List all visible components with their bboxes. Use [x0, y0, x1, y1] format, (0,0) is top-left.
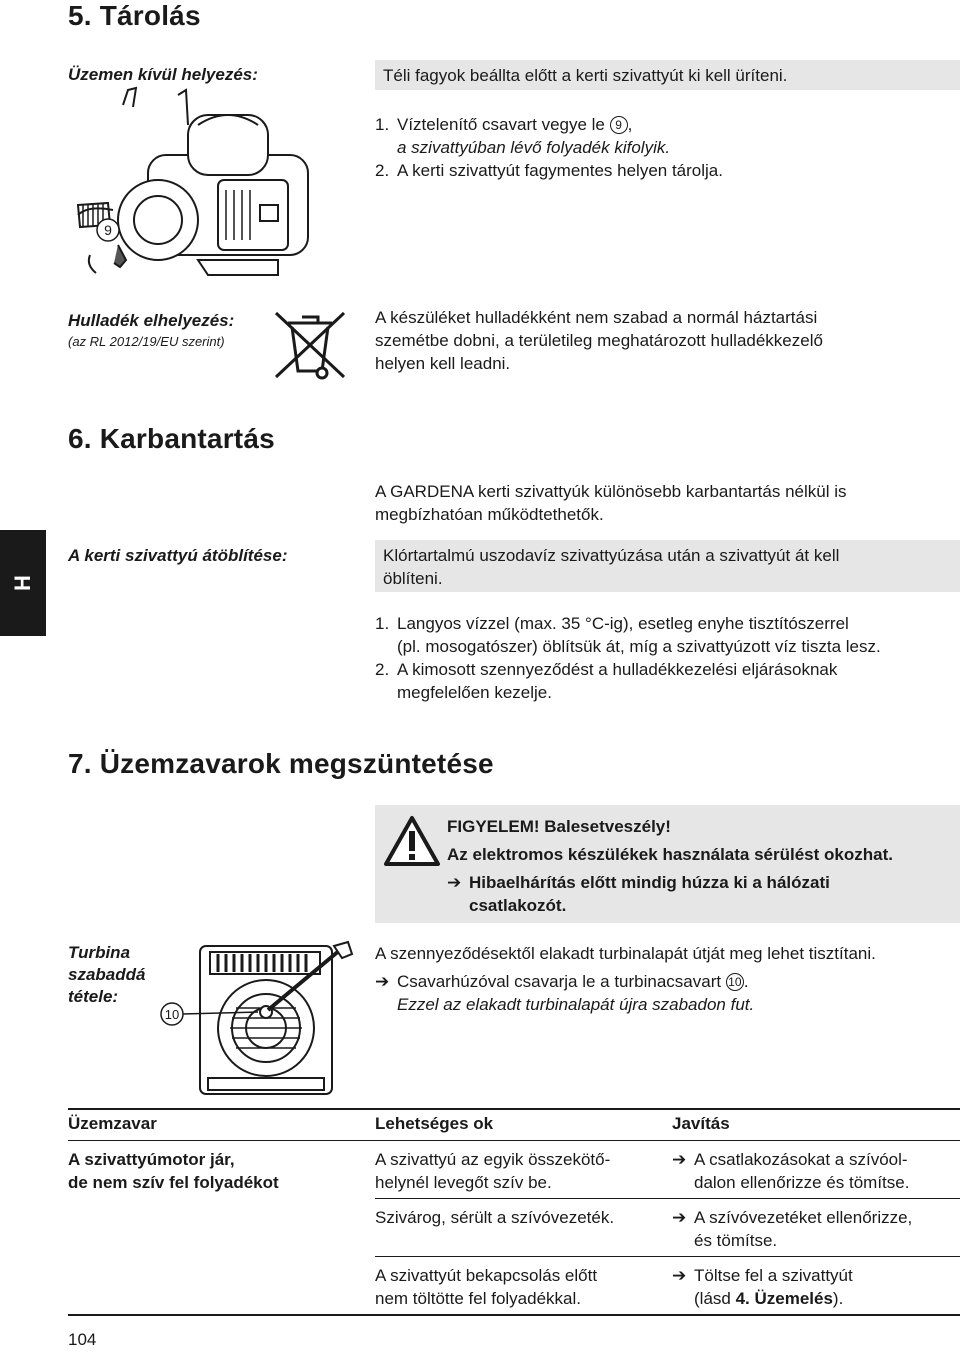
- flush-step-2: 2. A kimosott szennyeződést a hulladékkezelési eljárásoknak megfelelően kezelje.: [375, 660, 838, 702]
- section-title-storage: 5. Tárolás: [68, 0, 201, 31]
- flush-step-1: 1. Langyos vízzel (max. 35 °C-ig), esetleg enyhe tisztítószerrel (pl. mosogatószer) öblítsük át, míg a szivattyúzott víz tiszta lesz.: [375, 614, 881, 656]
- crossed-bin-icon: [270, 305, 350, 385]
- arrow-icon: ➔: [447, 873, 462, 892]
- turbine-text: A szennyeződésektől elakadt turbinalapát útját meg lehet tisztítani. ➔ Csavarhúzóval csavarja le a turbinacsavart 10 . Ezzel az elakadt turbinalapát újra szabadon fut.: [375, 944, 876, 1014]
- arrow-icon: ➔: [672, 1150, 687, 1169]
- page-number: 104: [68, 1330, 97, 1349]
- waste-sublabel: (az RL 2012/19/EU szerint): [68, 334, 225, 349]
- table-header-cause: Lehetséges ok: [375, 1114, 494, 1133]
- table-bottom-rule: [68, 1314, 960, 1316]
- table-header-rule: [68, 1140, 960, 1141]
- figure-ref-9: 9: [104, 222, 112, 238]
- arrow-icon: ➔: [672, 1208, 687, 1227]
- pump-drain-illustration: [68, 85, 328, 285]
- table-row-1-cause: A szivattyú az egyik összekötő- helynél levegőt szív be.: [375, 1150, 611, 1192]
- offseason-label: Üzemen kívül helyezés:: [68, 65, 258, 84]
- table-header-fault: Üzemzavar: [68, 1114, 157, 1133]
- ref-9-badge: 9: [610, 116, 628, 134]
- warning-box: [375, 805, 960, 923]
- table-row-rule: [375, 1256, 960, 1257]
- flush-steps: [375, 612, 960, 704]
- table-row-3-cause: A szivattyút bekapcsolás előtt nem töltötte fel folyadékkal.: [375, 1266, 598, 1308]
- table-row-2-fix: ➔ A szívóvezetéket ellenőrizze, és tömítse.: [672, 1208, 913, 1250]
- table-row-rule: [375, 1198, 960, 1199]
- figure-ref-10: 10: [164, 1007, 180, 1022]
- language-side-tab: H: [0, 530, 46, 636]
- storage-step-1: 1. Víztelenítő csavart vegye le 9 , a szivattyúban lévő folyadék kifolyik.: [375, 115, 671, 157]
- section-title-troubleshooting: 7. Üzemzavarok megszüntetése: [68, 748, 494, 779]
- table-top-rule: [68, 1108, 960, 1110]
- table-header-fix: Javítás: [672, 1114, 730, 1133]
- flush-label: A kerti szivattyú átöblítése:: [68, 546, 288, 565]
- waste-label: Hulladék elhelyezés:: [68, 311, 235, 330]
- arrow-icon: ➔: [672, 1266, 687, 1285]
- table-row-2-cause: Szivárog, sérült a szívóvezeték.: [375, 1208, 615, 1227]
- fault-cell: A szivattyúmotor jár, de nem szív fel folyadékot: [68, 1150, 279, 1192]
- warning-text: FIGYELEM! Balesetveszély! Az elektromos készülékek használata sérülést okozhat. ➔ Hibaelhárítás előtt mindig húzza ki a hálózati csatlakozót.: [447, 817, 893, 915]
- table-row-3-fix: ➔ Töltse fel a szivattyút (lásd 4. Üzemelés).: [672, 1266, 853, 1308]
- storage-steps: [375, 113, 960, 182]
- table-row-1-fix: ➔ A csatlakozásokat a szívóol- dalon ellenőrizze és tömítse.: [672, 1150, 910, 1192]
- offseason-box: [375, 60, 960, 90]
- maintenance-intro: A GARDENA kerti szivattyúk különösebb karbantartás nélkül is megbízhatóan működtethetők.: [375, 482, 847, 524]
- turbine-label: Turbina szabaddá tétele:: [68, 943, 146, 1006]
- pump-turbine-illustration: [150, 938, 360, 1100]
- arrow-icon: ➔: [375, 972, 390, 991]
- waste-text: A készüléket hulladékként nem szabad a normál háztartási szemétbe dobni, a területileg meghatározott hulladékkezelő helyen kell leadni.: [375, 308, 823, 373]
- offseason-text: Téli fagyok beállta előtt a kerti szivattyút ki kell üríteni.: [383, 66, 788, 85]
- warning-triangle-icon: [383, 815, 441, 867]
- section-title-maintenance: 6. Karbantartás: [68, 423, 275, 454]
- ref-10-badge: 10: [726, 973, 744, 991]
- storage-step-2: 2. A kerti szivattyút fagymentes helyen tárolja.: [375, 161, 723, 180]
- flush-box: Klórtartalmú uszodavíz szivattyúzása után a szivattyút át kell öblíteni.: [375, 540, 960, 592]
